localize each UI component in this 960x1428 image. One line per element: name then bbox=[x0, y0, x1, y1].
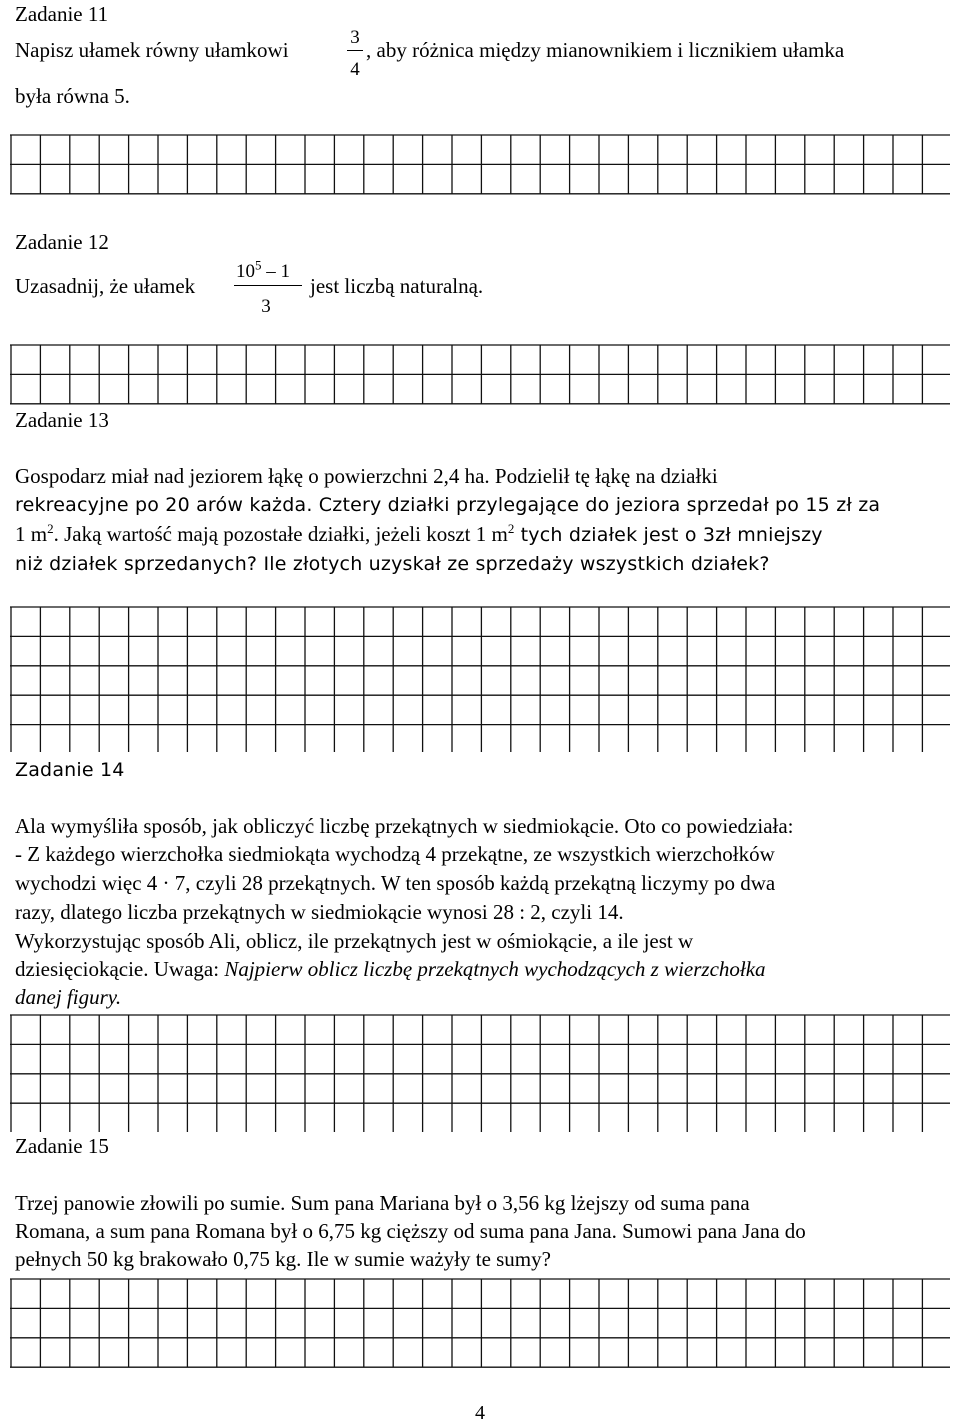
task-14-title: Zadanie 14 bbox=[15, 759, 125, 781]
task-13-sup-a: 2 bbox=[47, 521, 54, 536]
task-15-line3: pełnych 50 kg brakowało 0,75 kg. Ile w sumie ważyły te sumy? bbox=[15, 1247, 551, 1271]
task-12-title: Zadanie 12 bbox=[15, 230, 109, 254]
task-11-fraction-numerator: 3 bbox=[350, 27, 360, 48]
task-13-line3b: . Jaką wartość mają pozostałe działki, jeżeli koszt 1 m bbox=[53, 522, 508, 546]
task-11-text-line1a: Napisz ułamek równy ułamkowi bbox=[15, 38, 289, 62]
task-11-fraction-bar bbox=[347, 50, 363, 51]
task-12-fraction-bar bbox=[234, 285, 302, 286]
task-15-title: Zadanie 15 bbox=[15, 1134, 109, 1158]
answer-grid bbox=[10, 1014, 950, 1132]
task-13-title: Zadanie 13 bbox=[15, 408, 109, 432]
task-13-line3 bbox=[15, 520, 823, 549]
task-14-line1: Ala wymyśliła sposób, jak obliczyć liczbę przekątnych w siedmiokącie. Oto co powiedziała: bbox=[15, 814, 794, 838]
task-14-line7 bbox=[15, 983, 121, 1011]
task-12-num-exp: 5 bbox=[255, 257, 262, 273]
answer-grid-14 bbox=[10, 1014, 950, 1132]
task-11-text-line1b: , aby różnica między mianownikiem i licznikiem ułamka bbox=[366, 38, 845, 62]
task-11-title: Zadanie 11 bbox=[15, 2, 109, 26]
task-12-numerator bbox=[236, 257, 306, 282]
task-12-text-b: jest liczbą naturalną. bbox=[310, 274, 484, 298]
answer-grid bbox=[10, 606, 950, 752]
answer-grid-12 bbox=[10, 344, 950, 408]
page-number: 4 bbox=[475, 1402, 485, 1424]
task-12-num-base: 10 bbox=[236, 261, 255, 282]
answer-grid-11 bbox=[10, 134, 950, 198]
answer-grid-15 bbox=[10, 1278, 950, 1370]
task-12-denominator: 3 bbox=[261, 296, 271, 317]
task-12-num-rest: – 1 bbox=[266, 261, 290, 282]
task-13-line4: niż działek sprzedanych? Ile złotych uzyskał ze sprzedaży wszystkich działek? bbox=[15, 553, 770, 575]
task-14-line6 bbox=[15, 955, 766, 983]
task-15-line1: Trzej panowie złowili po sumie. Sum pana Mariana był o 3,56 kg lżejszy od suma pana bbox=[15, 1191, 750, 1215]
answer-grid-13 bbox=[10, 606, 950, 752]
task-14-line6b: Najpierw oblicz liczbę przekątnych wychodzących z wierzchołka bbox=[224, 957, 766, 981]
task-11-fraction-denominator: 4 bbox=[350, 59, 360, 80]
answer-grid bbox=[10, 344, 950, 408]
task-14-line3: wychodzi więc 4 · 7, czyli 28 przekątnych. W ten sposób każdą przekątną liczymy po dwa bbox=[15, 871, 776, 895]
task-14-line2: - Z każdego wierzchołka siedmiokąta wychodzą 4 przekątne, ze wszystkich wierzchołków bbox=[15, 842, 775, 866]
task-13-line1: Gospodarz miał nad jeziorem łąkę o powierzchni 2,4 ha. Podzielił tę łąkę na działki bbox=[15, 464, 718, 488]
task-14-line7-text: danej figury. bbox=[15, 985, 122, 1009]
task-13-sup-b: 2 bbox=[507, 521, 515, 536]
task-13-line3a: 1 m bbox=[15, 522, 48, 546]
task-14-line4: razy, dlatego liczba przekątnych w siedmiokącie wynosi 28 : 2, czyli 14. bbox=[15, 900, 624, 924]
answer-grid bbox=[10, 134, 950, 198]
task-13-line2: rekreacyjne po 20 arów każda. Cztery działki przylegające do jeziora sprzedał po 15 zł za bbox=[15, 494, 881, 516]
task-12-text-a: Uzasadnij, że ułamek bbox=[15, 274, 196, 298]
task-14-line5: Wykorzystując sposób Ali, oblicz, ile przekątnych jest w ośmiokącie, a ile jest w bbox=[15, 929, 694, 953]
task-14-line6a: dziesięciokącie. Uwaga: bbox=[15, 957, 225, 981]
task-13-line3c: tych działek jest o 3zł mniejszy bbox=[514, 524, 823, 546]
task-11-text-line2: była równa 5. bbox=[15, 84, 130, 108]
task-15-line2: Romana, a sum pana Romana był o 6,75 kg cięższy od suma pana Jana. Sumowi pana Jana do bbox=[15, 1219, 806, 1243]
answer-grid bbox=[10, 1278, 950, 1370]
